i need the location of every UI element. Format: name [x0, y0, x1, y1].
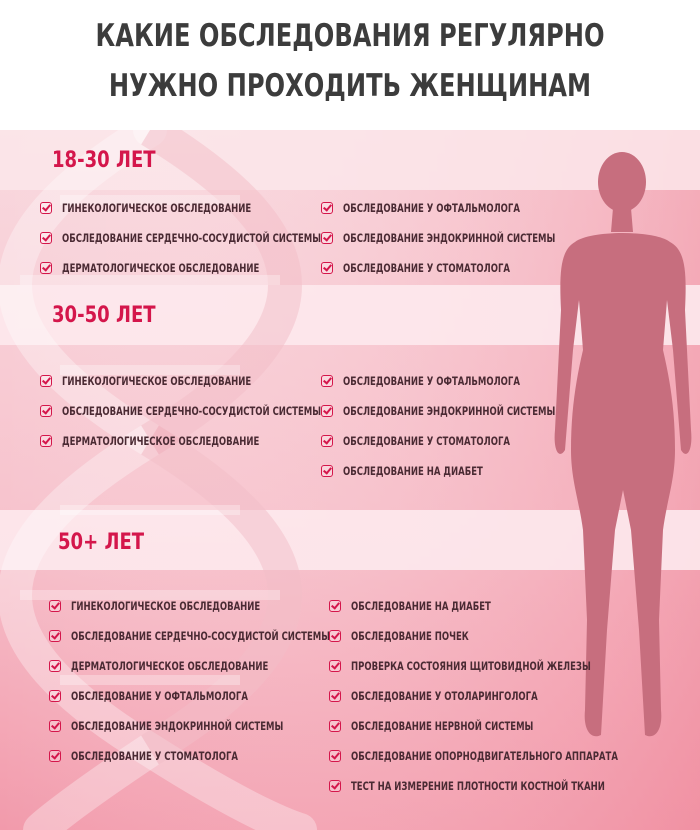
checkbox-icon [40, 375, 52, 387]
checkbox-icon [329, 720, 341, 732]
checkbox-icon [49, 630, 61, 642]
checkbox-icon [321, 232, 333, 244]
section-heading-30-50: 30-50 ЛЕТ [52, 303, 156, 328]
checkbox-icon [40, 405, 52, 417]
checkbox-icon [321, 435, 333, 447]
checkbox-icon [49, 750, 61, 762]
checkbox-icon [329, 600, 341, 612]
page-title-line-2: НУЖНО ПРОХОДИТЬ ЖЕНЩИНАМ [108, 68, 592, 104]
checkbox-icon [321, 465, 333, 477]
checkbox-icon [321, 202, 333, 214]
infographic: КАКИЕ ОБСЛЕДОВАНИЯ РЕГУЛЯРНО НУЖНО ПРОХОДИТЬ ЖЕНЩИНАМ 18-30 ЛЕТ ГИНЕКОЛОГИЧЕСКОЕ ОБСЛЕДОВАНИЕ ОБСЛЕДОВАНИЕ СЕРДЕЧНО-СОСУДИСТОЙ СИСТЕМЫ ДЕРМАТОЛОГИЧЕСКОЕ ОБСЛЕДОВАНИЕ ОБСЛЕДОВАНИЕ У ОФТАЛЬМОЛОГА ОБСЛЕДОВАНИЕ ЭНДОКРИННОЙ СИСТЕМЫ ОБСЛЕДОВАНИЕ У СТОМАТОЛОГА 30-50 ЛЕТ ГИНЕКОЛОГИЧЕСКОЕ ОБСЛЕДОВАНИЕ ОБСЛЕДОВАНИЕ СЕРДЕЧНО-СОСУДИСТОЙ СИСТЕМЫ ДЕРМАТОЛОГИЧЕСКОЕ ОБСЛЕДОВАНИЕ ОБСЛЕДОВАНИЕ У ОФТАЛЬМОЛОГА ОБСЛЕДОВАНИЕ ЭНДОКРИННОЙ СИСТЕМЫ ОБСЛЕДОВАНИЕ У СТОМАТОЛОГА ОБСЛЕДОВАНИЕ НА ДИАБЕТ 50+ ЛЕТ ГИНЕКОЛОГИЧЕСКОЕ ОБСЛЕДОВАНИЕ ОБСЛЕДОВАНИЕ СЕРДЕЧНО-СОСУДИСТОЙ СИСТЕМЫ ДЕРМАТОЛОГИЧЕСКОЕ ОБСЛЕДОВАНИЕ ОБСЛЕДОВАНИЕ У ОФТАЛЬМОЛОГА ОБСЛЕДОВАНИЕ ЭНДОКРИННОЙ СИСТЕМЫ ОБСЛЕДОВАНИЕ У СТОМАТОЛОГА ОБСЛЕДОВАНИЕ НА ДИАБЕТ ОБСЛЕДОВАНИЕ ПОЧЕК ПРОВЕРКА СОСТОЯНИЯ ЩИТОВИДНОЙ ЖЕЛЕЗЫ ОБСЛЕДОВАНИЕ У ОТОЛАРИНГОЛОГА ОБСЛЕДОВАНИЕ НЕРВНОЙ СИСТЕМЫ ОБСЛЕДОВАНИЕ ОПОРНОДВИГАТЕЛЬНОГО АППАРАТА ТЕСТ НА ИЗМЕРЕНИЕ ПЛОТНОСТИ КОСТНОЙ ТКАНИ [0, 0, 700, 830]
checkbox-icon [329, 690, 341, 702]
checkbox-icon [40, 435, 52, 447]
checkbox-icon [49, 690, 61, 702]
checkbox-icon [321, 262, 333, 274]
checkbox-icon [49, 660, 61, 672]
checkbox-icon [40, 202, 52, 214]
checkbox-icon [329, 750, 341, 762]
section-heading-50-plus: 50+ ЛЕТ [58, 530, 145, 555]
section-heading-18-30: 18-30 ЛЕТ [52, 148, 156, 173]
checkbox-icon [49, 720, 61, 732]
checkbox-icon [40, 262, 52, 274]
checkbox-icon [40, 232, 52, 244]
page-title-line-1: КАКИЕ ОБСЛЕДОВАНИЯ РЕГУЛЯРНО [95, 18, 605, 54]
checkbox-icon [329, 660, 341, 672]
checkbox-icon [49, 600, 61, 612]
checkbox-icon [329, 780, 341, 792]
checkbox-icon [321, 375, 333, 387]
checkbox-icon [321, 405, 333, 417]
checkbox-icon [329, 630, 341, 642]
